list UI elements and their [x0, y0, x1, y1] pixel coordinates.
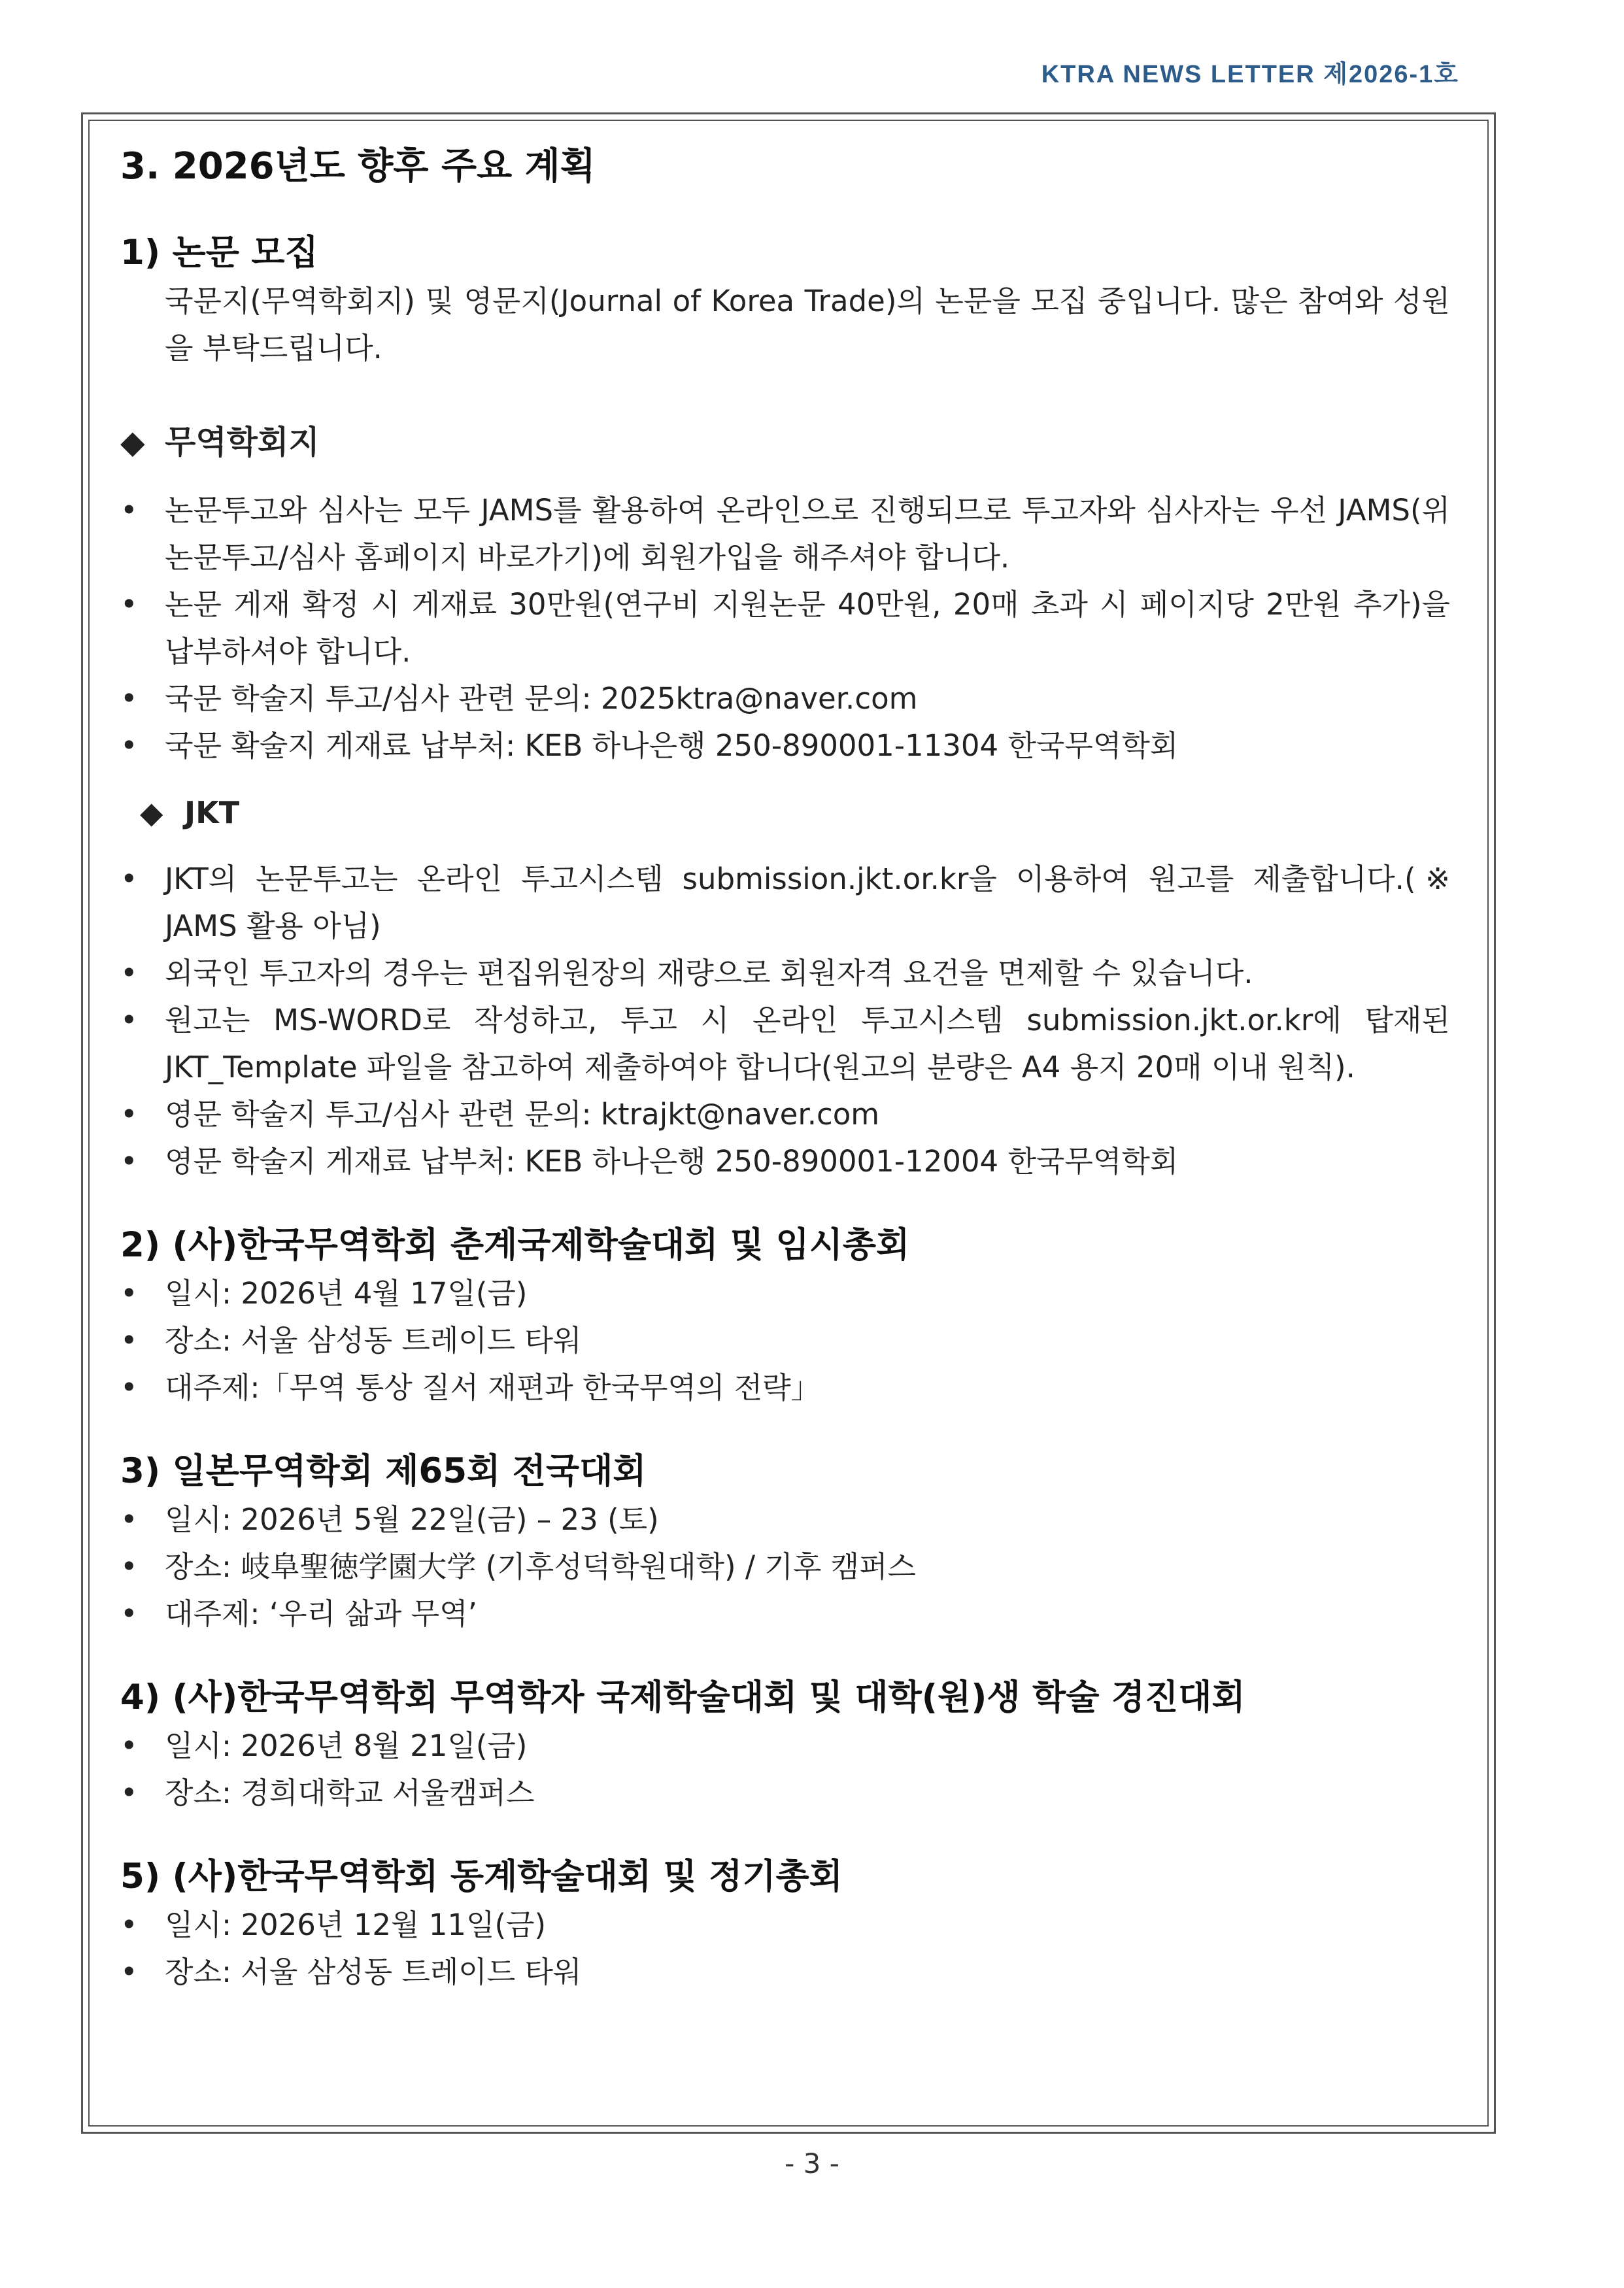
s5-heading: 5) (사)한국무역학회 동계학술대회 및 정기총회: [120, 1857, 843, 1896]
list-item: • 일시: 2026년 4월 17일(금): [120, 1270, 1450, 1317]
list-item: • 영문 학술지 투고/심사 관련 문의: ktrajkt@naver.com: [120, 1091, 1450, 1138]
bullet-icon: •: [120, 1955, 138, 1989]
list-item: • 국문 학술지 투고/심사 관련 문의: 2025ktra@naver.com: [120, 675, 1450, 722]
bullet-icon: •: [120, 728, 138, 763]
bullet-icon: •: [120, 681, 138, 716]
section-title: 3. 2026년도 향후 주요 계획: [120, 145, 596, 188]
bullet-icon: •: [120, 1775, 138, 1810]
bullet-icon: •: [120, 1728, 138, 1763]
s3-list: [120, 1496, 1450, 1638]
list-item: • 국문 확술지 게재료 납부처: KEB 하나은행 250-890001-11304 한국무역학회: [120, 722, 1450, 769]
bullet-icon: •: [120, 1276, 138, 1311]
diamond-bullet-icon: ◆: [120, 424, 145, 461]
newsletter-header: KTRA NEWS LETTER 제2026-1호: [1041, 61, 1459, 88]
bullet-icon: •: [120, 1097, 138, 1132]
s5-list: [120, 1902, 1450, 1996]
bullet-icon: •: [120, 493, 138, 528]
list-item: • JKT의 논문투고는 온라인 투고시스템 submission.jkt.or.kr을 이용하여 원고를 제출합니다.(※ JAMS 활용 아님): [120, 856, 1450, 950]
bullet-icon: •: [120, 1908, 138, 1942]
list-item: • 장소: 岐阜聖徳学園大学 (기후성덕학원대학) / 기후 캠퍼스: [120, 1543, 1450, 1590]
kr-journal-heading: [120, 418, 1450, 467]
list-item: • 논문투고와 심사는 모두 JAMS를 활용하여 온라인으로 진행되므로 투고자와 심사자는 우선 JAMS(위 논문투고/심사 홈페이지 바로가기)에 회원가입을 해주셔야 합니다.: [120, 487, 1450, 581]
s1-intro: 국문지(무역학회지) 및 영문지(Journal of Korea Trade)의 논문을 모집 중입니다. 많은 참여와 성원을 부탁드립니다.: [165, 284, 1450, 365]
list-item: • 일시: 2026년 12월 11일(금): [120, 1902, 1450, 1949]
list-item: • 장소: 서울 삼성동 트레이드 타워: [120, 1317, 1450, 1364]
page-number: - 3 -: [785, 2147, 839, 2179]
kr-journal-list: [120, 487, 1450, 769]
bullet-icon: •: [120, 1502, 138, 1537]
s4-heading: 4) (사)한국무역학회 무역학자 국제학술대회 및 대학(원)생 학술 경진대회: [120, 1677, 1245, 1717]
list-item: • 장소: 서울 삼성동 트레이드 타워: [120, 1949, 1450, 1996]
list-item: • 일시: 2026년 5월 22일(금) – 23 (토): [120, 1496, 1450, 1543]
diamond-bullet-icon: ◆: [140, 795, 163, 830]
s2-heading: 2) (사)한국무역학회 춘계국제학술대회 및 임시총회: [120, 1225, 910, 1265]
page-content: [120, 141, 1450, 1996]
list-item: • 일시: 2026년 8월 21일(금): [120, 1723, 1450, 1770]
list-item: • 대주제:「무역 통상 질서 재편과 한국무역의 전략」: [120, 1364, 1450, 1411]
bullet-icon: •: [120, 1596, 138, 1631]
list-item: • 원고는 MS-WORD로 작성하고, 투고 시 온라인 투고시스템 submission.jkt.or.kr에 탑재된 JKT_Template 파일을 참고하여 제출하여야 합니다(원고의 분량은 A4 용지 20매 이내 원칙).: [120, 997, 1450, 1091]
jkt-heading-text: JKT: [184, 795, 240, 830]
list-item: • 영문 학술지 게재료 납부처: KEB 하나은행 250-890001-12004 한국무역학회: [120, 1138, 1450, 1185]
bullet-icon: •: [120, 587, 138, 622]
list-item: • 대주제: ‘우리 삶과 무역’: [120, 1590, 1450, 1638]
bullet-icon: •: [120, 862, 138, 896]
bullet-icon: •: [120, 1323, 138, 1358]
list-item: • 논문 게재 확정 시 게재료 30만원(연구비 지원논문 40만원, 20매 초과 시 페이지당 2만원 추가)을 납부하셔야 합니다.: [120, 581, 1450, 675]
bullet-icon: •: [120, 1549, 138, 1584]
kr-journal-heading-text: 무역학회지: [165, 424, 320, 461]
list-item: • 외국인 투고자의 경우는 편집위원장의 재량으로 회원자격 요건을 면제할 수 있습니다.: [120, 950, 1450, 997]
s2-list: [120, 1270, 1450, 1411]
bullet-icon: •: [120, 1144, 138, 1179]
s1-heading: 1) 논문 모집: [120, 233, 318, 273]
bullet-icon: •: [120, 1003, 138, 1037]
jkt-heading: [140, 789, 1450, 836]
list-item: • 장소: 경희대학교 서울캠퍼스: [120, 1770, 1450, 1817]
bullet-icon: •: [120, 956, 138, 990]
bullet-icon: •: [120, 1370, 138, 1405]
s4-list: [120, 1723, 1450, 1817]
jkt-list: [120, 856, 1450, 1185]
s3-heading: 3) 일본무역학회 제65회 전국대회: [120, 1451, 647, 1491]
